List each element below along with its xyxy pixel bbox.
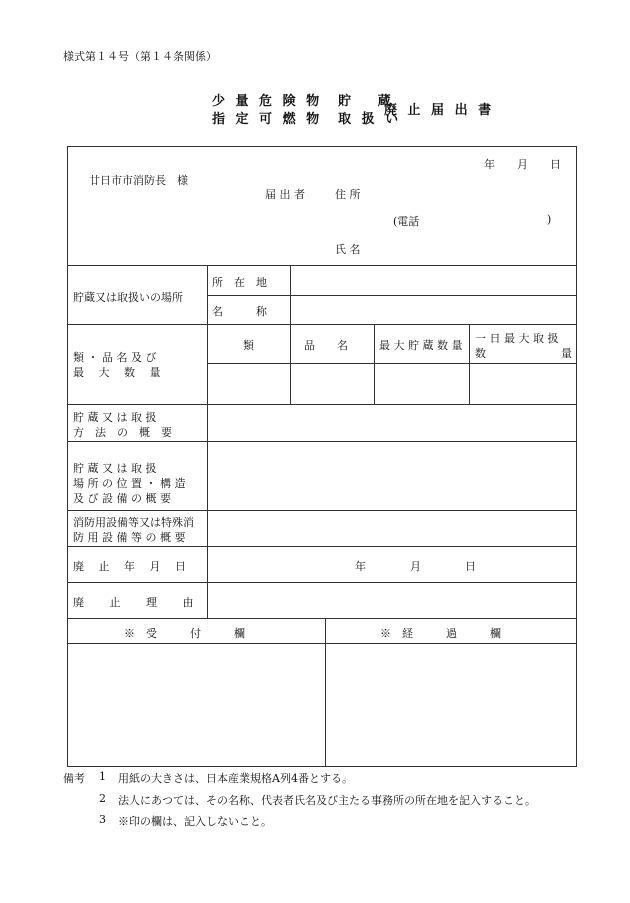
column-divider [290, 324, 291, 404]
abolition-year-label: 年 [355, 560, 366, 573]
col-max-storage-header: 最 大 貯 蔵 数 量 [379, 339, 463, 352]
abolition-date-label: 廃 止 年 月 日 [73, 560, 186, 573]
column-divider [207, 265, 208, 618]
col-item-header: 品 名 [304, 339, 348, 352]
notes-heading: 備考 [63, 772, 85, 785]
fire-equipment-label-line1: 消防用設備等又は特殊消 [73, 516, 194, 529]
title-suffix: 廃 止 届 出 書 [384, 103, 495, 118]
note-text: 法人にあつては、その名称、代表者氏名及び主たる事務所の所在地を記入すること。 [118, 794, 536, 807]
col-daily-header-line2b: 量 [561, 347, 572, 360]
row-divider [207, 363, 577, 364]
column-divider [374, 324, 375, 404]
column-divider [290, 265, 291, 324]
addressee: 廿日市市消防長 様 [89, 174, 188, 187]
row-divider [207, 295, 577, 296]
form-table [67, 146, 577, 767]
row-divider [67, 643, 577, 644]
date-month-label: 月 [517, 158, 528, 171]
col-kind-header: 類 [243, 339, 254, 352]
note-text: ※印の欄は、記入しないこと。 [118, 815, 272, 828]
date-year-label: 年 [484, 158, 495, 171]
abolition-month-label: 月 [410, 560, 421, 573]
location-address-label: 所 在 地 [212, 276, 267, 289]
kinds-label-line1: 類 ・ 品 名 及 び [73, 351, 157, 364]
column-divider [469, 324, 470, 404]
place-label-line2: 場 所 の 位 置 ・ 構 造 [73, 477, 186, 490]
row-divider [67, 618, 577, 619]
method-label-line2: 方 法 の 概 要 [73, 426, 172, 439]
method-label-line1: 貯 蔵 又 は 取 扱 [73, 411, 157, 424]
name-label: 氏 名 [335, 243, 361, 256]
column-divider [325, 618, 326, 767]
phone-close: ) [547, 213, 552, 226]
title-line-storage: 少 量 危 険 物 貯 蔵 [212, 94, 394, 109]
location-name-label: 名 称 [212, 305, 267, 318]
row-divider [67, 324, 577, 325]
row-divider [67, 265, 577, 266]
row-divider [67, 441, 577, 442]
kinds-label-line2: 最 大 数 量 [73, 366, 161, 379]
row-divider [67, 546, 577, 547]
form-number: 様式第１４号（第１４条関係） [63, 50, 217, 63]
row-divider [67, 404, 577, 405]
progress-column-header: ※ 経 過 欄 [380, 627, 501, 640]
abolition-day-label: 日 [465, 560, 476, 573]
row-divider [67, 582, 577, 583]
place-label-line1: 貯 蔵 又 は 取 扱 [73, 462, 157, 475]
date-day-label: 日 [550, 158, 561, 171]
place-label-line3: 及 び 設 備 の 概 要 [73, 492, 171, 505]
row-divider [67, 510, 577, 511]
col-daily-header-line1: 一 日 最 大 取 扱 [475, 332, 559, 345]
abolition-reason-label: 廃 止 理 由 [73, 596, 194, 609]
note-number: 3 [99, 813, 106, 826]
note-number: 1 [99, 770, 106, 783]
reception-column-header: ※ 受 付 欄 [124, 627, 245, 640]
phone-label: (電話 [393, 215, 420, 228]
fire-equipment-label-line2: 防 用 設 備 等 の 概 要 [73, 531, 186, 544]
note-number: 2 [99, 792, 106, 805]
address-label: 住 所 [335, 188, 361, 201]
applicant-label: 届 出 者 [265, 188, 305, 201]
location-label: 貯蔵又は取扱いの場所 [73, 291, 183, 304]
col-daily-header-line2a: 数 [475, 347, 486, 360]
note-text: 用紙の大きさは、日本産業規格A列4番とする。 [118, 772, 353, 785]
title-line-handling: 指 定 可 燃 物 取 扱 い [212, 112, 402, 127]
